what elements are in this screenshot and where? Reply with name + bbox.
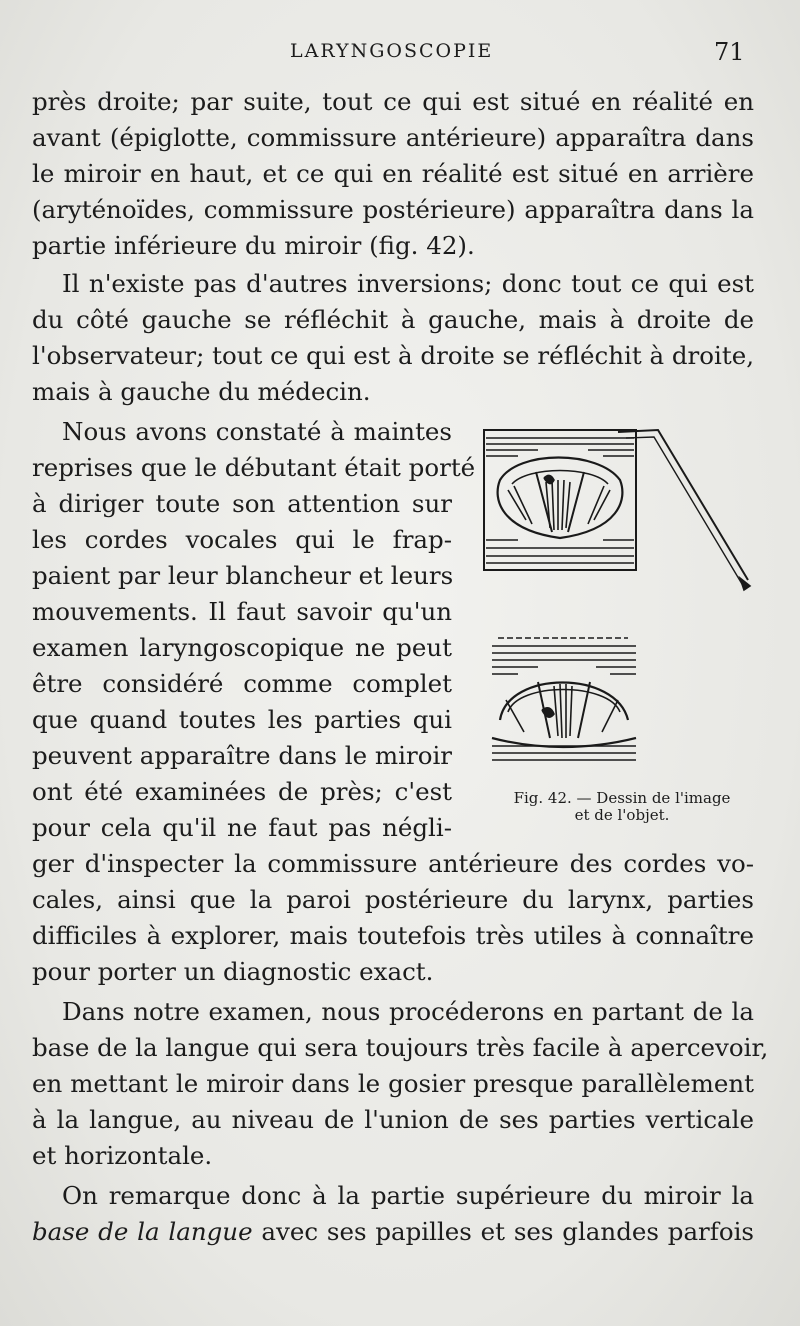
text-line: On remarque donc à la partie supérieure du miroir la bbox=[62, 1181, 754, 1210]
mirror-image-drawing bbox=[484, 430, 636, 570]
text-line: être considéré comme complet bbox=[32, 669, 452, 698]
text-line: à diriger toute son attention sur bbox=[32, 489, 452, 518]
page-number: 71 bbox=[714, 38, 745, 66]
text-line: que quand toutes les parties qui bbox=[32, 705, 452, 734]
text-line: base de la langue qui sera toujours très facile à apercevoir, bbox=[32, 1033, 769, 1062]
caption-line: Fig. 42. — Dessin de l'image bbox=[513, 789, 731, 807]
text-line: pour cela qu'il ne faut pas négli- bbox=[32, 813, 452, 842]
text-line: peuvent apparaître dans le miroir bbox=[32, 741, 452, 770]
text-line: (aryténoïdes, commissure postérieure) apparaîtra dans la bbox=[32, 195, 754, 224]
text-line: le miroir en haut, et ce qui en réalité est situé en arrière bbox=[32, 159, 754, 188]
text-line: à la langue, au niveau de l'union de ses parties verticale bbox=[32, 1105, 754, 1134]
text-line: Il n'existe pas d'autres inversions; donc tout ce qui est bbox=[62, 269, 754, 298]
text-line: mouvements. Il faut savoir qu'un bbox=[32, 597, 452, 626]
text-line: avant (épiglotte, commissure antérieure) apparaîtra dans bbox=[32, 123, 754, 152]
text-rest: avec ses papilles et ses glandes parfois bbox=[252, 1217, 754, 1246]
text-line: Dans notre examen, nous procéderons en partant de la bbox=[62, 997, 754, 1026]
text-line: et horizontale. bbox=[32, 1141, 213, 1170]
text-line: près droite; par suite, tout ce qui est situé en réalité en bbox=[32, 87, 754, 116]
text-line: reprises que le débutant était porté bbox=[32, 453, 476, 482]
text-line: du côté gauche se réfléchit à gauche, mais à droite de bbox=[32, 305, 754, 334]
caption-line: et de l'objet. bbox=[574, 806, 670, 824]
larynx-object-drawing bbox=[492, 638, 636, 760]
text-line: partie inférieure du miroir (fig. 42). bbox=[32, 231, 475, 260]
laryngoscope-drawing bbox=[478, 420, 768, 790]
text-line: ger d'inspecter la commissure antérieure des cordes vo- bbox=[32, 849, 754, 878]
text-line: pour porter un diagnostic exact. bbox=[32, 957, 434, 986]
running-title: LARYNGOSCOPIE bbox=[290, 40, 494, 62]
text-line bbox=[32, 1214, 754, 1250]
text-line: mais à gauche du médecin. bbox=[32, 377, 371, 406]
text-line: ont été examinées de près; c'est bbox=[32, 777, 452, 806]
figure-42 bbox=[478, 420, 768, 850]
figure-caption bbox=[482, 790, 762, 824]
text-line: l'observateur; tout ce qui est à droite se réfléchit à droite, bbox=[32, 341, 754, 370]
text-line: en mettant le miroir dans le gosier presque parallèlement bbox=[32, 1069, 754, 1098]
text-line: les cordes vocales qui le frap- bbox=[32, 525, 452, 554]
italic-term: base de la langue bbox=[32, 1217, 253, 1246]
text-line: difficiles à explorer, mais toutefois très utiles à connaître bbox=[32, 921, 754, 950]
text-line: examen laryngoscopique ne peut bbox=[32, 633, 452, 662]
text-line: paient par leur blancheur et leurs bbox=[32, 561, 454, 590]
text-line: cales, ainsi que la paroi postérieure du larynx, parties bbox=[32, 885, 754, 914]
text-line: Nous avons constaté à maintes bbox=[62, 417, 452, 446]
